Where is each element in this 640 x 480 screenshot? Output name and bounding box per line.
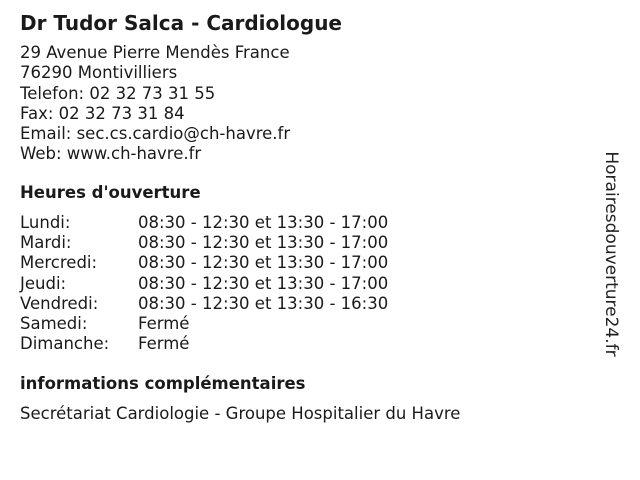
fax-number: Fax: 02 32 73 31 84: [20, 103, 185, 123]
site-watermark: Horairesdouverture24.fr: [601, 151, 621, 357]
page-title: Dr Tudor Salca - Cardiologue: [20, 11, 342, 35]
day-label: Dimanche:: [20, 334, 110, 354]
day-hours: 08:30 - 12:30 et 13:30 - 16:30: [138, 293, 389, 313]
day-label: Vendredi:: [20, 293, 99, 313]
day-hours: Fermé: [138, 313, 190, 333]
day-hours: Fermé: [138, 334, 190, 354]
day-hours: 08:30 - 12:30 et 13:30 - 17:00: [138, 273, 389, 293]
opening-hours-heading: Heures d'ouverture: [20, 183, 201, 202]
phone-number: Telefon: 02 32 73 31 55: [20, 83, 216, 103]
day-label: Samedi:: [20, 313, 88, 333]
day-label: Mercredi:: [20, 253, 98, 273]
address-line-street: 29 Avenue Pierre Mendès France: [20, 43, 290, 62]
day-label: Mardi:: [20, 233, 72, 253]
day-label: Jeudi:: [20, 273, 67, 293]
day-label: Lundi:: [20, 213, 71, 232]
additional-info-text: Secrétariat Cardiologie - Groupe Hospitalier du Havre: [20, 404, 461, 423]
email-address: Email: sec.cs.cardio@ch-havre.fr: [20, 124, 291, 144]
additional-info-heading: informations complémentaires: [20, 374, 306, 393]
day-hours: 08:30 - 12:30 et 13:30 - 17:00: [138, 213, 389, 232]
day-hours: 08:30 - 12:30 et 13:30 - 17:00: [138, 253, 389, 273]
website-address: Web: www.ch-havre.fr: [20, 144, 202, 164]
contact-block: [20, 43, 290, 165]
address-line-city: 76290 Montivilliers: [20, 63, 178, 83]
day-hours: 08:30 - 12:30 et 13:30 - 17:00: [138, 233, 389, 253]
